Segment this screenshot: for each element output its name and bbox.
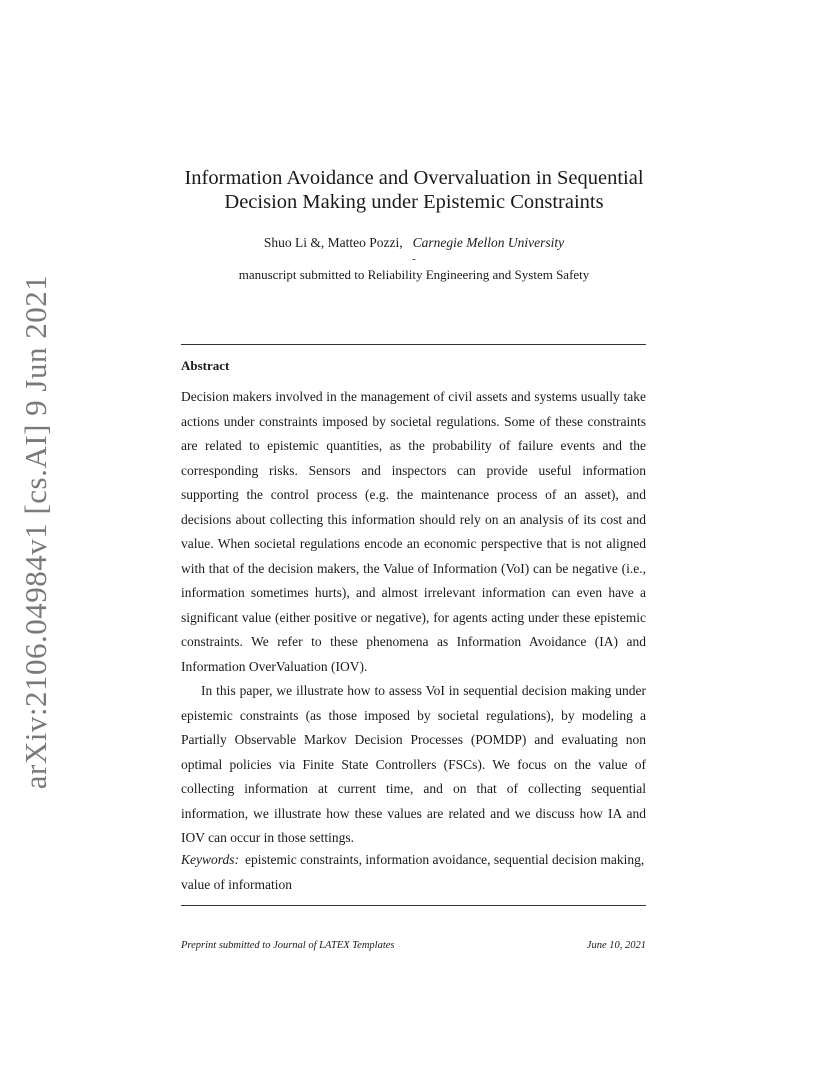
author-names: Shuo Li &, Matteo Pozzi, bbox=[263, 235, 403, 250]
keywords bbox=[181, 848, 646, 897]
separator-dash: - bbox=[412, 253, 416, 265]
abstract-body bbox=[181, 385, 646, 851]
title-line-2: Decision Making under Epistemic Constraints bbox=[224, 191, 604, 213]
footer-preprint-note: Preprint submitted to Journal of LATEX Templates bbox=[181, 940, 395, 951]
arxiv-identifier: arXiv:2106.04984v1 [cs.AI] 9 Jun 2021 bbox=[18, 274, 54, 790]
paper-title bbox=[160, 166, 668, 214]
abstract-top-rule bbox=[181, 344, 646, 345]
abstract-paragraph-1: Decision makers involved in the management of civil assets and systems usually take actions under constraints imposed by societal regulations. Some of these constraints are related to epistemic quantities, as the probability of failure events and the corresponding risks. Sensors and inspectors can provide useful information supporting the control process (e.g. the maintenance process of an asset), and decisions about collecting this information should rely on an analysis of its cost and value. When societal regulations encode an economic perspective that is not aligned with that of the decision makers, the Value of Information (VoI) can be negative (i.e., information sometimes hurts), and almost irrelevant information can even have a significant value (either positive or negative), for agents acting under these epistemic constraints. We refer to these phenomena as Information Avoidance (IA) and Information OverValuation (IOV). bbox=[181, 389, 646, 674]
manuscript-note: manuscript submitted to Reliability Engineering and System Safety bbox=[238, 267, 590, 282]
abstract-heading: Abstract bbox=[181, 358, 230, 373]
keywords-text: epistemic constraints, information avoidance, sequential decision making, value of information bbox=[181, 852, 645, 892]
title-line-1: Information Avoidance and Overvaluation in Sequential bbox=[184, 167, 644, 189]
abstract-bottom-rule bbox=[181, 905, 646, 906]
author-affiliation: Carnegie Mellon University bbox=[412, 235, 565, 250]
arxiv-stamp bbox=[6, 274, 66, 790]
author-line bbox=[160, 234, 668, 252]
footer-date: June 10, 2021 bbox=[586, 940, 646, 951]
keywords-label: Keywords: bbox=[181, 852, 239, 867]
abstract-paragraph-2: In this paper, we illustrate how to assess VoI in sequential decision making under epistemic constraints (as those imposed by societal regulations), by modeling a Partially Observable Markov Decision Processes (POMDP) and evaluating non optimal policies via Finite State Controllers (FSCs). We focus on the value of collecting information at current time, and on that of collecting sequential information, we illustrate how these values are related and we discuss how IA and IOV can occur in those settings. bbox=[181, 683, 646, 845]
